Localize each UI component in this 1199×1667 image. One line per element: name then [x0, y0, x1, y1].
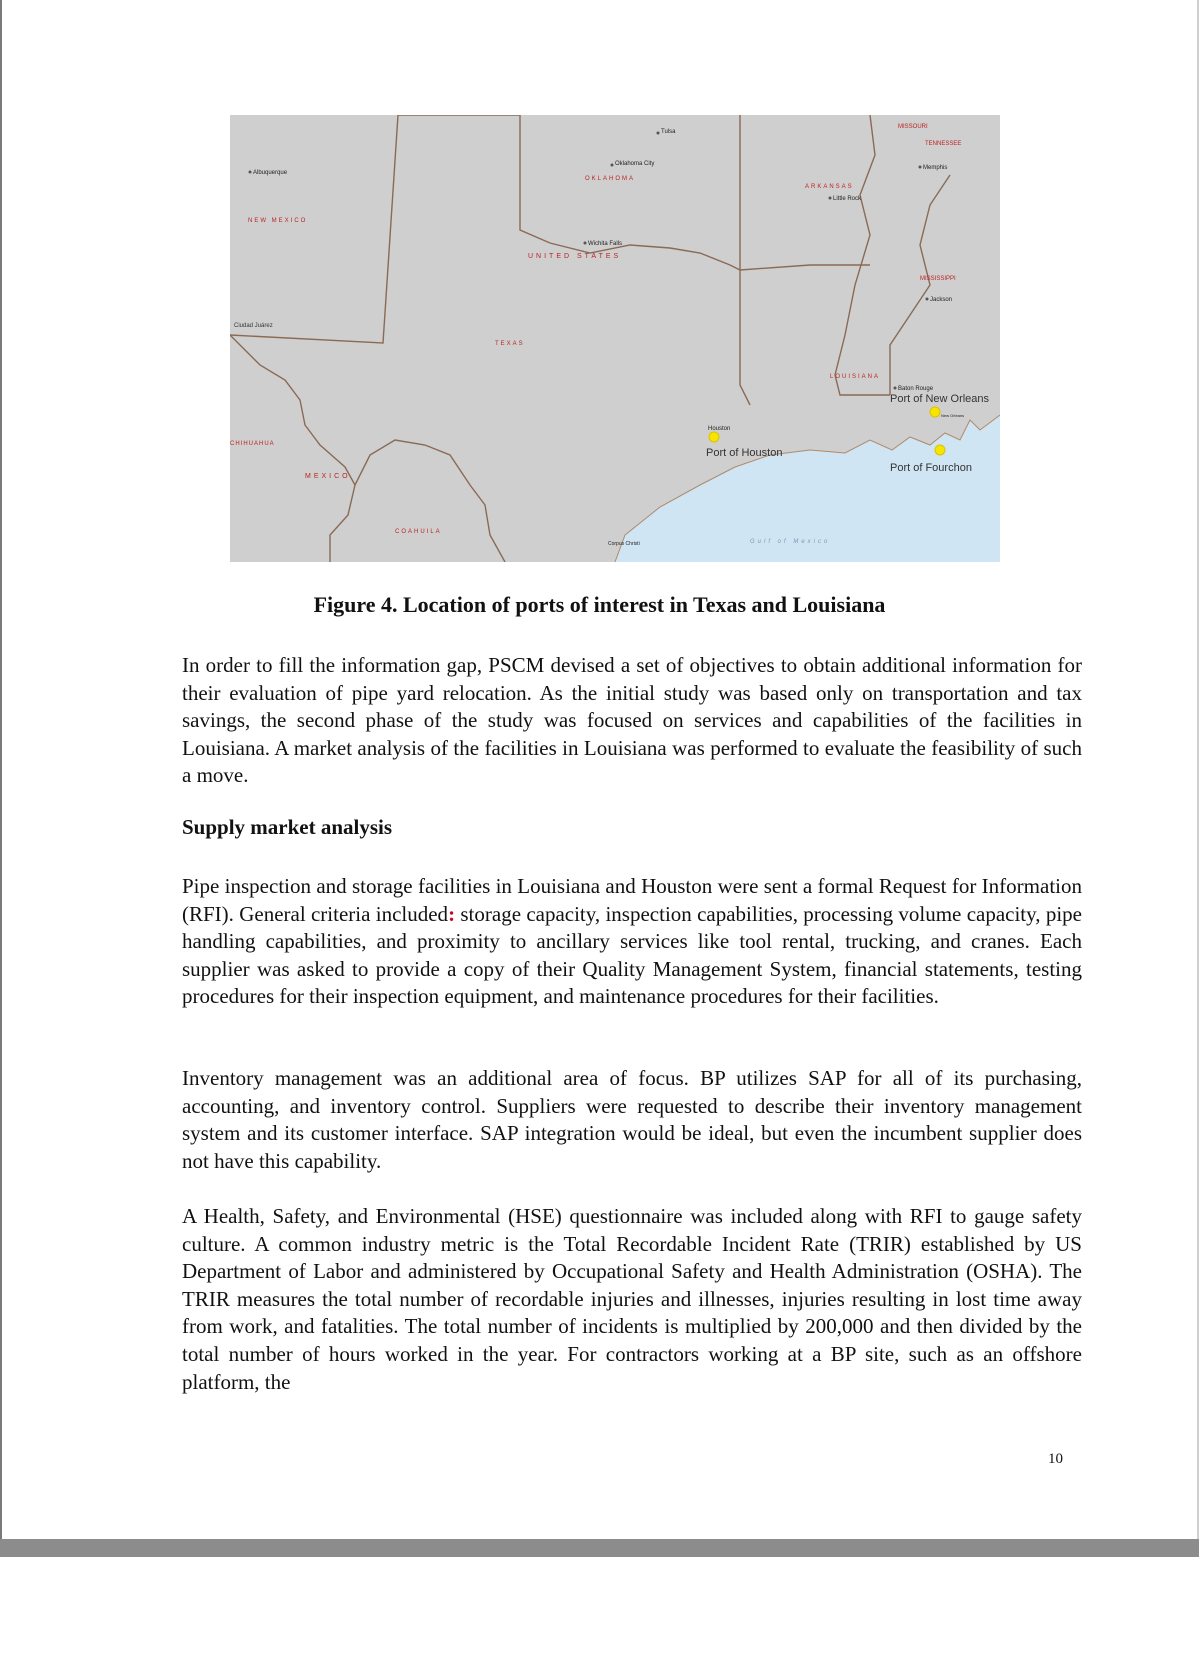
paragraph-rfi-part1: Pipe inspection and storage facilities in Louisiana and Houston were sent a formal Request for Information (RFI). General criteria included	[182, 874, 1082, 926]
page-separator	[0, 1539, 1199, 1557]
label-port-fourchon: Port of Fourchon	[890, 462, 972, 474]
next-page	[0, 1557, 1199, 1667]
paragraph-inventory: Inventory management was an additional area of focus. BP utilizes SAP for all of its purchasing, accounting, and inventory control. Suppliers were requested to describe their inventory management system and its customer interface. SAP integration would be ideal, but even the incumbent supplier does not have this capability.	[182, 1066, 1082, 1173]
ports-map	[230, 115, 1000, 562]
label-port-houston: Port of Houston	[706, 447, 783, 459]
label-tulsa: Tulsa	[661, 129, 676, 135]
page-left-edge	[0, 0, 2, 1667]
label-oklahoma: OKLAHOMA	[585, 176, 636, 182]
paragraph-hse: A Health, Safety, and Environmental (HSE) questionnaire was included along with RFI to gauge safety culture. A common industry metric is the Total Recordable Incident Rate (TRIR) established by US Department of Labor and administered by Occupational Safety and Health Administration (OSHA). The TRIR measures the total number of recordable injuries and illnesses, injuries resulting in lost time away from work, and fatalities. The total number of incidents is multiplied by 200,000 and then divided by the total number of hours worked in the year. For contractors working at a BP site, such as an offshore platform, the	[182, 1204, 1082, 1394]
label-mexico: MEXICO	[305, 473, 351, 480]
label-port-new-orleans: Port of New Orleans	[890, 393, 990, 405]
label-tennessee: TENNESSEE	[925, 141, 962, 147]
label-gulf-of-mexico: Gulf of Mexico	[750, 539, 831, 545]
label-wichita-falls: Wichita Falls	[588, 241, 623, 247]
label-texas: TEXAS	[495, 341, 525, 347]
label-corpus-christi: Corpus Christi	[608, 541, 640, 547]
label-jackson: Jackson	[930, 297, 953, 303]
label-houston: Houston	[708, 426, 731, 432]
label-missouri: MISSOURI	[898, 124, 928, 130]
label-mississippi: MISSISSIPPI	[920, 276, 956, 282]
page-number: 10	[1048, 1451, 1063, 1467]
label-coahuila: COAHUILA	[395, 529, 442, 535]
port-fourchon-marker	[935, 445, 945, 455]
label-baton-rouge: Baton Rouge	[898, 386, 934, 392]
label-albuquerque: Albuquerque	[253, 170, 288, 176]
label-little-rock: Little Rock	[833, 196, 862, 202]
label-chihuahua: CHIHUAHUA	[230, 441, 275, 447]
section-heading-supply-market: Supply market analysis	[182, 815, 393, 839]
paragraph-rfi-part2: storage capacity, inspection capabilities, processing volume capacity, pipe handling capabilities, and proximity to ancillary services like tool rental, trucking, and cranes. Each supplier was asked to provide a copy of their Quality Management System, financial statements, testing procedures for their inspection equipment, and maintenance procedures for their facilities.	[182, 901, 1082, 1009]
label-memphis: Memphis	[923, 165, 948, 171]
ports-map-figure	[230, 115, 1000, 562]
label-united-states: UNITED STATES	[528, 253, 622, 260]
paragraph-objectives: In order to fill the information gap, PSCM devised a set of objectives to obtain additional information for their evaluation of pipe yard relocation. As the initial study was based only on transportation and tax savings, the second phase of the study was focused on services and capabilities of the facilities in Louisiana. A market analysis of the facilities in Louisiana was performed to evaluate the feasibility of such a move.	[182, 653, 1082, 788]
label-oklahoma-city: Oklahoma City	[615, 161, 655, 167]
label-new-orleans: New Orleans	[941, 413, 965, 418]
figure-caption: Figure 4. Location of ports of interest in Texas and Louisiana	[313, 592, 886, 617]
port-new-orleans-marker	[930, 407, 940, 417]
label-arkansas: ARKANSAS	[805, 184, 854, 190]
label-ciudad-juarez: Ciudad Juárez	[234, 323, 273, 329]
port-houston-marker	[709, 432, 719, 442]
label-new-mexico: NEW MEXICO	[248, 218, 308, 224]
paragraph-rfi	[182, 873, 1082, 1011]
highlighted-colon: :	[448, 901, 456, 926]
label-louisiana: LOUISIANA	[830, 374, 881, 380]
